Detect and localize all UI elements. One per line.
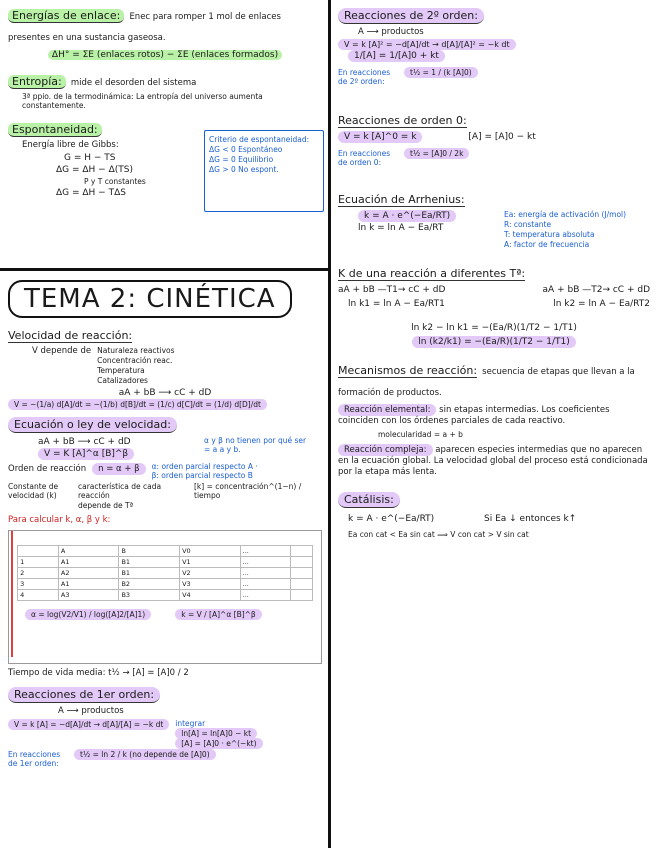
table-cell: A3 xyxy=(58,590,119,601)
table-cell: B3 xyxy=(119,590,180,601)
calc-table xyxy=(17,545,313,601)
gibbs-f1: G = H − TS xyxy=(64,153,116,163)
table-cell xyxy=(290,568,312,579)
k-temp-title: K de una reacción a diferentes Tª: xyxy=(338,267,526,280)
mecanismos-desc: secuencia de etapas que llevan a la formación de productos. xyxy=(338,367,635,398)
table-cell: B2 xyxy=(119,579,180,590)
primer-orden-vm: t½ = ln 2 / k (no depende de [A]0) xyxy=(74,749,216,760)
table-header-cell: B xyxy=(119,546,180,557)
table-cell: B1 xyxy=(119,557,180,568)
arrhenius-formula: k = A · e^(−Ea/RT) xyxy=(358,210,456,222)
left-bottom-section xyxy=(8,276,322,844)
table-cell: ... xyxy=(240,579,290,590)
table-header-cell: V0 xyxy=(180,546,241,557)
elemental-desc: sin etapas intermedias. Los coeficientes coinciden con los órdenes parciales de cada reactivo. xyxy=(338,405,610,426)
k-calc: k = V / [A]^α [B]^β xyxy=(175,609,261,620)
primer-orden-title: Reacciones de 1er orden: xyxy=(8,687,160,703)
primer-orden-result-2: [A] = [A]0 · e^(−kt) xyxy=(175,738,262,749)
table-cell: V3 xyxy=(180,579,241,590)
segundo-reaction: A ⟶ productos xyxy=(358,27,424,37)
k-temp-ln2: ln k2 = ln A − Ea/RT2 xyxy=(553,299,650,309)
vida-media: Tiempo de vida media: t½ → [A] = [A]0 / 2 xyxy=(8,668,189,678)
table-header-cell xyxy=(290,546,312,557)
table-header-cell xyxy=(18,546,59,557)
criterio-box xyxy=(204,130,324,212)
constante-label: Constante de velocidad (k) xyxy=(8,482,59,500)
ecuacion-title: Ecuación o ley de velocidad: xyxy=(8,417,177,433)
table-cell: 3 xyxy=(18,579,59,590)
table-cell: ... xyxy=(240,568,290,579)
cero-title: Reacciones de orden 0: xyxy=(338,114,467,127)
table-row xyxy=(18,579,313,590)
catalisis-final: Ea con cat < Ea sin cat ⟹ V con cat > V sin cat xyxy=(348,530,529,539)
table-cell: A1 xyxy=(58,579,119,590)
criterio-title: Criterio de espontaneidad: xyxy=(209,135,310,144)
primer-orden-formula: V = k [A] = −d[A]/dt → d[A]/[A] = −k dt xyxy=(8,719,169,730)
gibbs-f3: ΔG = ΔH − TΔS xyxy=(56,188,126,198)
arrhenius-legend-item: T: temperatura absoluta xyxy=(504,230,595,239)
cero-formula: V = k [A]^0 = k xyxy=(338,131,422,143)
elemental-title: Reacción elemental: xyxy=(338,404,436,416)
v-factor: Concentración reac. xyxy=(97,356,173,365)
energias-desc: Enec para romper 1 mol de enlaces presentes en una sustancia gaseosa. xyxy=(8,12,281,43)
k-temp-diff: ln k2 − ln k1 = −(Ea/R)(1/T2 − 1/T1) xyxy=(411,323,577,333)
arrhenius-title: Ecuación de Arrhenius: xyxy=(338,193,465,206)
segundo-formula: V = k [A]² = −d[A]/dt → d[A]/[A]² = −k dt xyxy=(338,39,516,50)
cero-vm: t½ = [A]0 / 2k xyxy=(404,148,469,159)
arrhenius-legend-item: R: constante xyxy=(504,220,552,229)
table-header-row xyxy=(18,546,313,557)
v-factor: Naturaleza reactivos xyxy=(97,346,175,355)
elemental-mol: molecularidad = a + b xyxy=(378,430,463,439)
table-cell xyxy=(290,557,312,568)
orden-notes: α: orden parcial respecto A · β: orden parcial respecto B xyxy=(151,462,258,480)
k-temp-r1: aA + bB —T1→ cC + dD xyxy=(338,285,446,295)
table-cell: A2 xyxy=(58,568,119,579)
table-cell: 4 xyxy=(18,590,59,601)
entropia-note: 3ª ppio. de la termodinámica: La entropía del universo aumenta constantemente. xyxy=(22,92,263,110)
criterio-3: ΔG > 0 No espont. xyxy=(209,165,279,174)
table-cell xyxy=(290,579,312,590)
gibbs-f2: ΔG = ΔH − Δ(TS) xyxy=(56,165,133,175)
criterio-1: ΔG < 0 Espontáneo xyxy=(209,145,283,154)
compleja-desc: aparecen especies intermedias que no aparecen en la ecuación global. La velocidad global del proceso está condicionada por la etapa más lenta. xyxy=(338,445,648,477)
catalisis-title: Catálisis: xyxy=(338,492,400,508)
compleja-title: Reacción compleja: xyxy=(338,444,433,456)
vertical-divider xyxy=(328,0,331,848)
orden-label: Orden de reacción xyxy=(8,464,87,474)
table-cell: B1 xyxy=(119,568,180,579)
orden-value: n = α + β xyxy=(92,463,145,475)
k-temp-r2: aA + bB —T2→ cC + dD xyxy=(542,285,650,295)
segundo-vm: t½ = 1 / (k [A]0) xyxy=(404,67,478,78)
v-factor: Temperatura xyxy=(97,366,145,375)
k-temp-final: ln (k2/k1) = −(Ea/R)(1/T2 − 1/T1) xyxy=(412,336,576,348)
alpha-calc: α = log(V2/V1) / log([A]2/[A]1) xyxy=(25,609,151,620)
v-factor: Catalizadores xyxy=(97,376,148,385)
table-cell: 1 xyxy=(18,557,59,568)
reaction: aA + bB ⟶ cC + dD xyxy=(118,388,212,398)
table-header-cell: ... xyxy=(240,546,290,557)
tema-title: TEMA 2: CINÉTICA xyxy=(8,280,292,318)
horizontal-divider xyxy=(0,268,330,271)
segundo-result: 1/[A] = 1/[A]0 + kt xyxy=(348,50,445,62)
table-cell: A1 xyxy=(58,557,119,568)
catalisis-formula: k = A · e^(−Ea/RT) xyxy=(348,514,435,524)
cero-vm-label: En reacciones de orden 0: xyxy=(338,149,391,167)
table-row xyxy=(18,590,313,601)
k-temp-ln1: ln k1 = ln A − Ea/RT1 xyxy=(348,299,445,309)
table-row xyxy=(18,557,313,568)
table-cell: 2 xyxy=(18,568,59,579)
espontaneidad-title: Espontaneidad: xyxy=(8,123,102,137)
ley-formula: V = K [A]^α [B]^β xyxy=(38,448,134,460)
energias-formula: ΔH° = ΣE (enlaces rotos) − ΣE (enlaces formados) xyxy=(48,50,282,60)
table-cell: V1 xyxy=(180,557,241,568)
mecanismos-title: Mecanismos de reacción: xyxy=(338,364,478,377)
cero-result: [A] = [A]0 − kt xyxy=(468,132,536,142)
table-cell: ... xyxy=(240,590,290,601)
v-depende: V depende de xyxy=(32,346,92,356)
primer-orden-integrar: integrar xyxy=(175,719,206,728)
table-cell: V4 xyxy=(180,590,241,601)
table-cell xyxy=(290,590,312,601)
v-formula: V = −(1/a) d[A]/dt = −(1/b) d[B]/dt = (1/c) d[C]/dt = (1/d) d[D]/dt xyxy=(8,399,267,410)
calc-title: Para calcular k, α, β y k: xyxy=(8,515,111,525)
primer-orden-reaction: A ⟶ productos xyxy=(58,706,124,716)
table-cell: ... xyxy=(240,557,290,568)
constante-desc-2: depende de Tª xyxy=(78,501,134,510)
criterio-2: ΔG = 0 Equilibrio xyxy=(209,155,274,164)
table-row xyxy=(18,568,313,579)
table-header-cell: A xyxy=(58,546,119,557)
catalisis-note: Si Ea ↓ entonces k↑ xyxy=(484,514,577,524)
primer-orden-result-1: ln[A] = ln[A]0 − kt xyxy=(175,728,257,739)
arrhenius-legend-item: Ea: energía de activación (J/mol) xyxy=(504,210,627,219)
constante-units: [k] = concentración^(1−n) / tiempo xyxy=(194,482,302,500)
entropia-title: Entropía: xyxy=(8,75,66,89)
gibbs-note: P y T constantes xyxy=(84,177,146,186)
primer-orden-vm-label: En reacciones de 1er orden: xyxy=(8,750,61,768)
constante-desc-1: característica de cada reacción xyxy=(78,482,162,500)
ley-note: α y β no tienen por qué ser = a a y b. xyxy=(204,436,307,454)
left-top-section xyxy=(8,4,322,264)
energias-title: Energías de enlace: xyxy=(8,9,124,23)
segundo-title: Reacciones de 2º orden: xyxy=(338,8,484,24)
ley-reaction: aA + bB ⟶ cC + dD xyxy=(38,437,131,447)
red-margin-line xyxy=(11,531,13,657)
segundo-vm-label: En reacciones de 2º orden: xyxy=(338,68,391,86)
right-section xyxy=(338,4,650,844)
table-cell: V2 xyxy=(180,568,241,579)
calc-table-box xyxy=(8,530,322,664)
entropia-desc: mide el desorden del sistema xyxy=(70,78,197,88)
v-factors-list xyxy=(97,345,174,386)
arrhenius-legend-item: A: factor de frecuencia xyxy=(504,240,590,249)
velocidad-title: Velocidad de reacción: xyxy=(8,329,133,342)
gibbs-title: Energía libre de Gibbs: xyxy=(22,140,119,150)
arrhenius-ln: ln k = ln A − Ea/RT xyxy=(358,223,444,233)
